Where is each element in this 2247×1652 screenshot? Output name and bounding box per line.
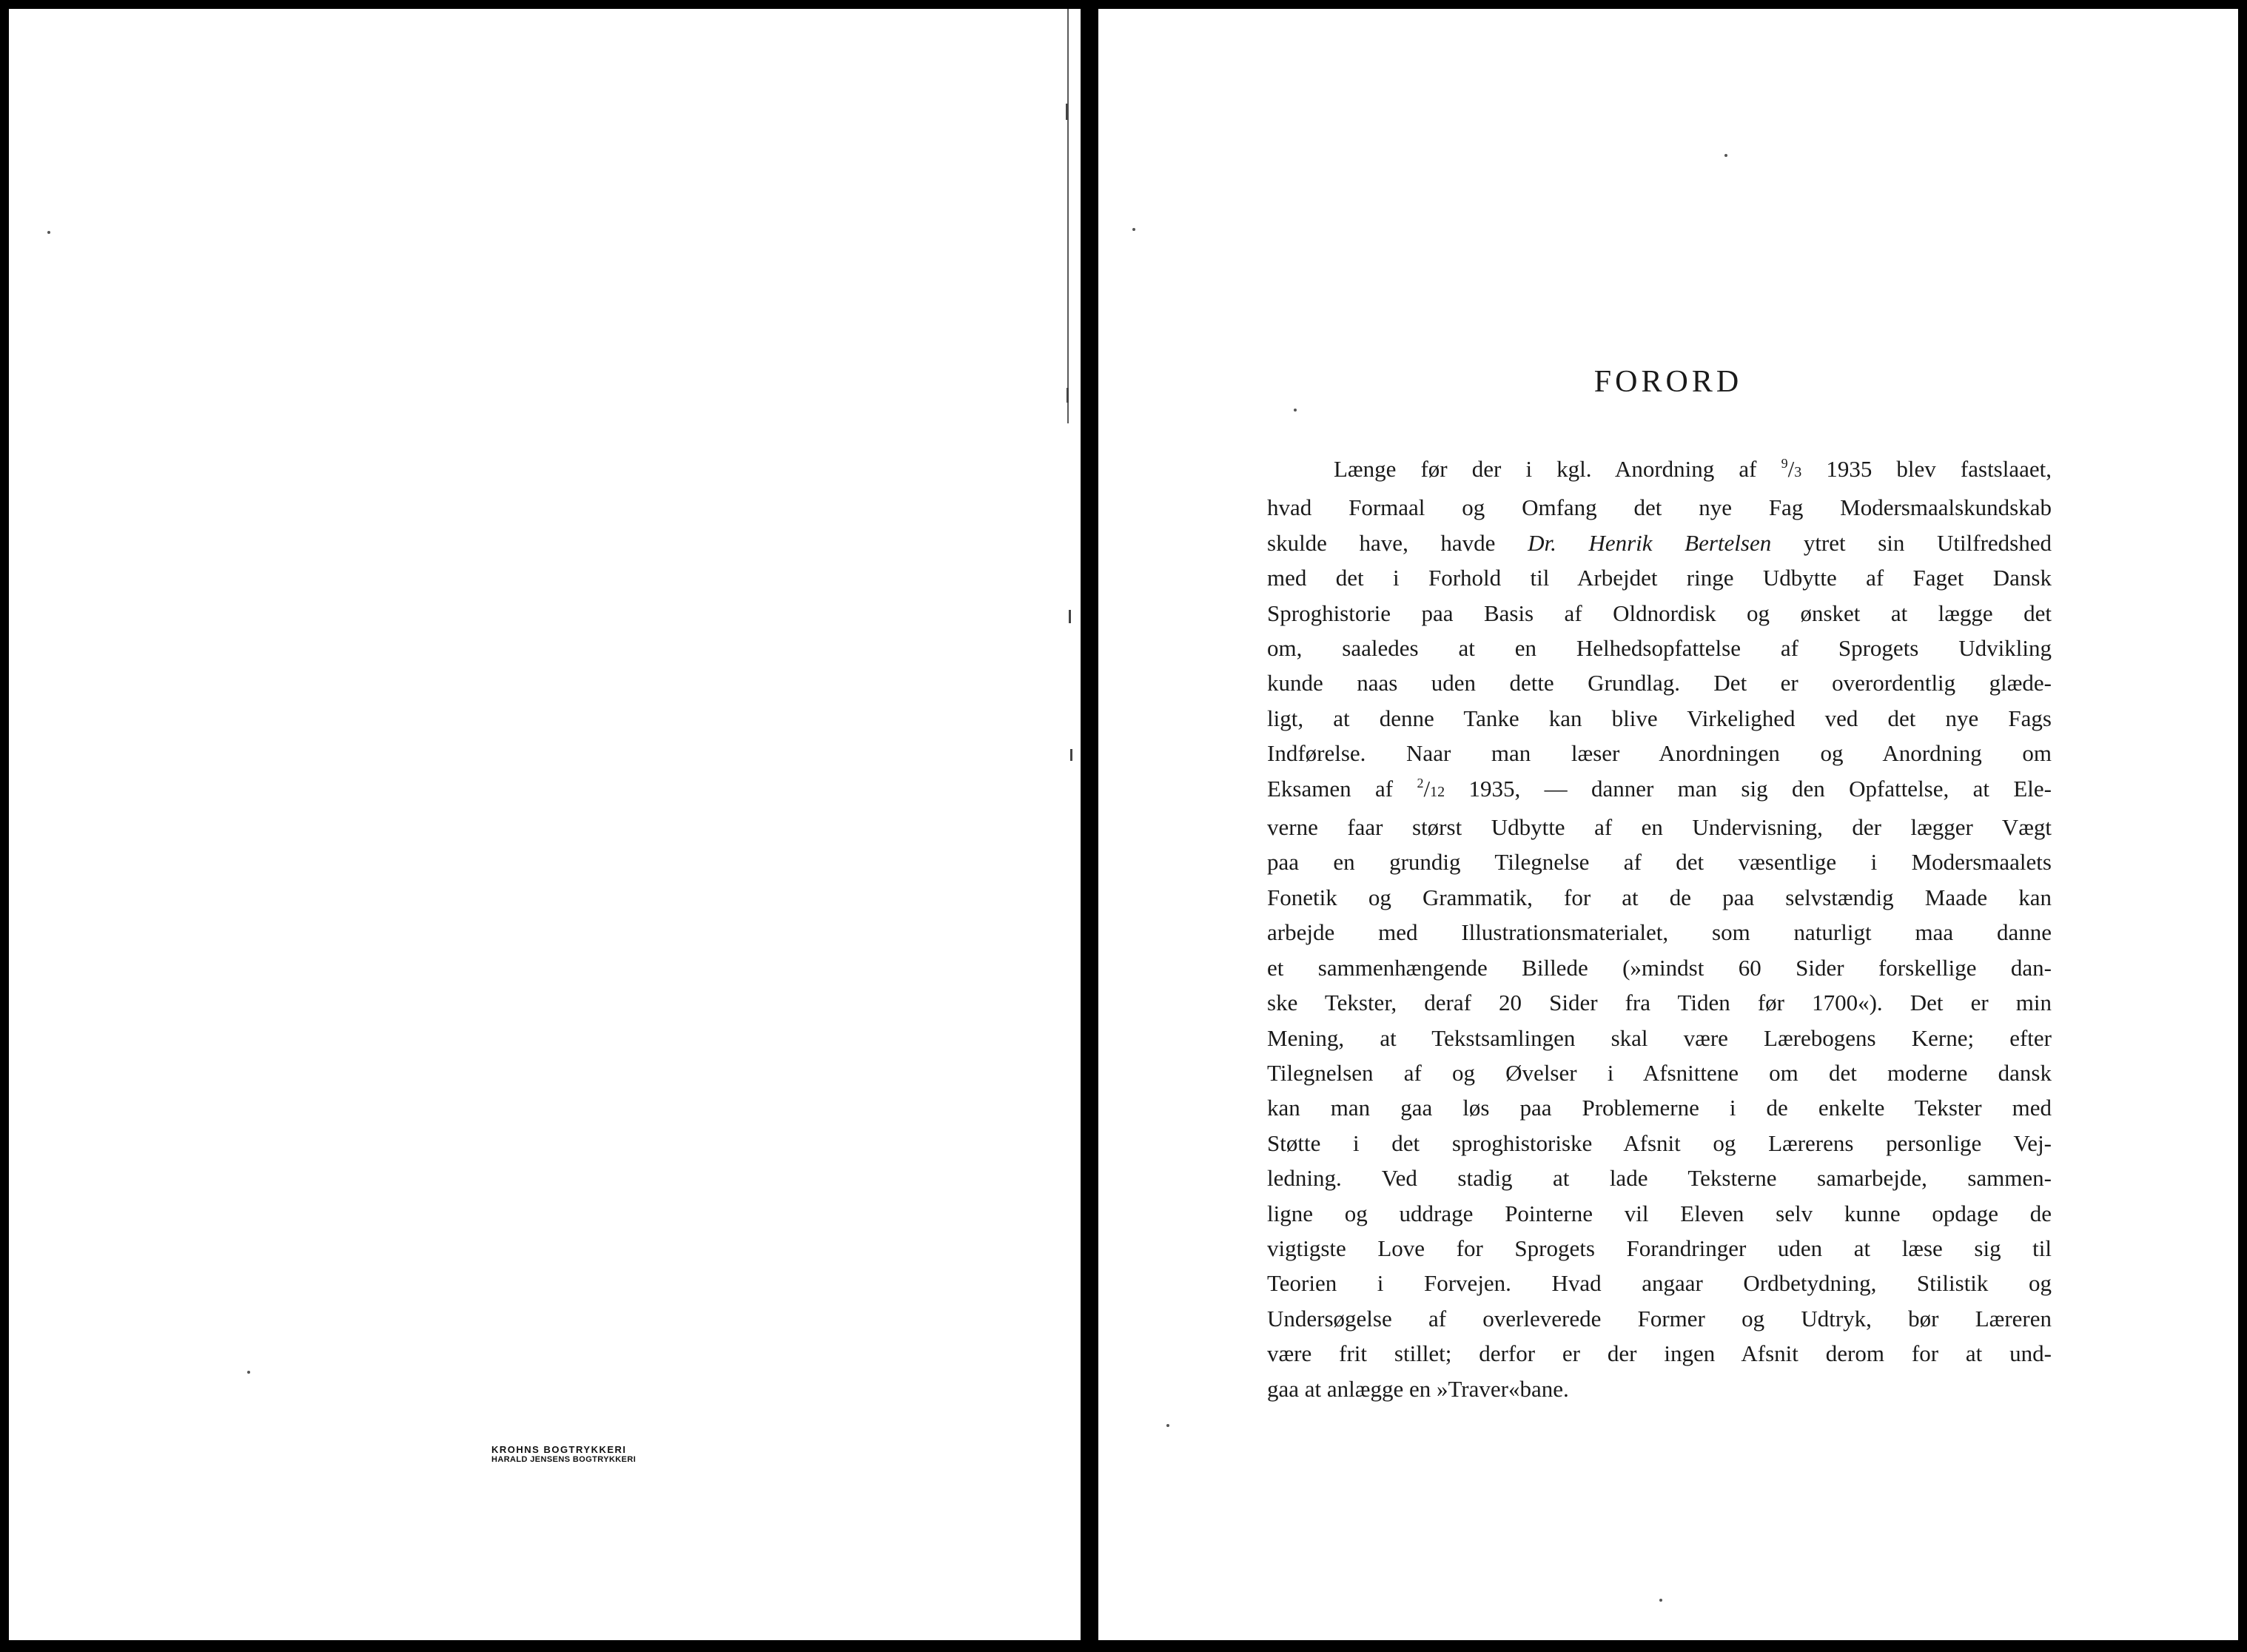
text-line: arbejde med Illustrationsmaterialet, som naturligt maa danne — [1267, 919, 2052, 946]
text-line: om, saaledes at en Helhedsopfattelse af Sprogets Udvikling — [1267, 635, 2052, 662]
text-line: Tilegnelsen af og Øvelser i Afsnittene om det moderne dansk — [1267, 1059, 2052, 1086]
text-line: med det i Forhold til Arbejdet ringe Udbytte af Faget Dansk — [1267, 565, 2052, 591]
text-line: kunde naas uden dette Grundlag. Det er overordentlig glæde- — [1267, 670, 2052, 696]
text-line: ligt, at denne Tanke kan blive Virkelighed ved det nye Fags — [1267, 705, 2052, 731]
speck — [1294, 409, 1297, 412]
text-line: Fonetik og Grammatik, for at de paa selvstændig Maade kan — [1267, 884, 2052, 910]
imprint-line-1: KROHNS BOGTRYKKERI — [491, 1444, 627, 1455]
text-line: skulde have, havde Dr. Henrik Bertelsen ytret sin Utilfredshed — [1267, 529, 2052, 556]
gutter-mark — [1066, 104, 1068, 120]
text-line: vigtigste Love for Sprogets Forandringer uden at læse sig til — [1267, 1235, 2052, 1261]
gutter-shadow — [1067, 9, 1069, 423]
text-line: Eksamen af $^2$/12 1935, — danner man sig den Opfattelse, at Ele- — [1267, 775, 2052, 802]
gutter-mark — [1069, 610, 1071, 623]
speck — [1166, 1424, 1169, 1427]
text-line: verne faar størst Udbytte af en Undervisning, der lægger Vægt — [1267, 814, 2052, 841]
text-line: kan man gaa løs paa Problemerne i de enkelte Tekster med — [1267, 1095, 2052, 1121]
text-line: ske Tekster, deraf 20 Sider fra Tiden før 1700«). Det er min — [1267, 990, 2052, 1016]
text-line: gaa at anlægge en »Traver«bane. — [1267, 1375, 1569, 1402]
author-name: Dr. Henrik Bertelsen — [1528, 529, 1772, 556]
text-line: ligne og uddrage Pointerne vil Eleven selv kunne opdage de — [1267, 1200, 2052, 1226]
text-line: Undersøgelse af overleverede Former og Udtryk, bør Læreren — [1267, 1305, 2052, 1332]
right-page — [1098, 9, 2238, 1640]
text-line: Støtte i det sproghistoriske Afsnit og Lærerens personlige Vej- — [1267, 1129, 2052, 1156]
printer-imprint — [491, 1445, 636, 1464]
fraction-numerator: 9 — [1781, 456, 1788, 471]
speck — [1724, 154, 1727, 157]
text-line: hvad Formaal og Omfang det nye Fag Modersmaalskundskab — [1267, 494, 2052, 521]
gutter-mark — [1070, 749, 1072, 761]
speck — [247, 1371, 250, 1374]
text-line: et sammenhængende Billede (»mindst 60 Sider forskellige dan- — [1267, 954, 2052, 981]
text-line: Indførelse. Naar man læser Anordningen og Anordning om — [1267, 740, 2052, 767]
fraction-numerator: 2 — [1417, 775, 1424, 790]
text-line: paa en grundig Tilegnelse af det væsentlige i Modersmaalets — [1267, 849, 2052, 876]
left-page — [9, 9, 1081, 1640]
imprint-line-2: HARALD JENSENS BOGTRYKKERI — [491, 1455, 637, 1464]
gutter-mark — [1067, 388, 1069, 403]
speck — [1659, 1599, 1662, 1602]
fraction-denominator: 12 — [1430, 783, 1445, 800]
speck — [47, 231, 50, 234]
foreword-body — [1267, 451, 2052, 1406]
text-line: Længe før der i kgl. Anordning af $^9$/3 1935 blev fastslaaet, — [1334, 456, 2052, 482]
text-line: ledning. Ved stadig at lade Teksterne samarbejde, sammen- — [1267, 1165, 2052, 1192]
text-line: Mening, at Tekstsamlingen skal være Lærebogens Kerne; efter — [1267, 1024, 2052, 1051]
page-title: FORORD — [1593, 365, 1743, 399]
text-line: Sproghistorie paa Basis af Oldnordisk og ønsket at lægge det — [1267, 600, 2052, 626]
text-line: Teorien i Forvejen. Hvad angaar Ordbetydning, Stilistik og — [1267, 1270, 2052, 1297]
text-line: være frit stillet; derfor er der ingen Afsnit derom for at und- — [1267, 1340, 2052, 1367]
speck — [1132, 228, 1135, 231]
fraction-denominator: 3 — [1794, 464, 1802, 480]
